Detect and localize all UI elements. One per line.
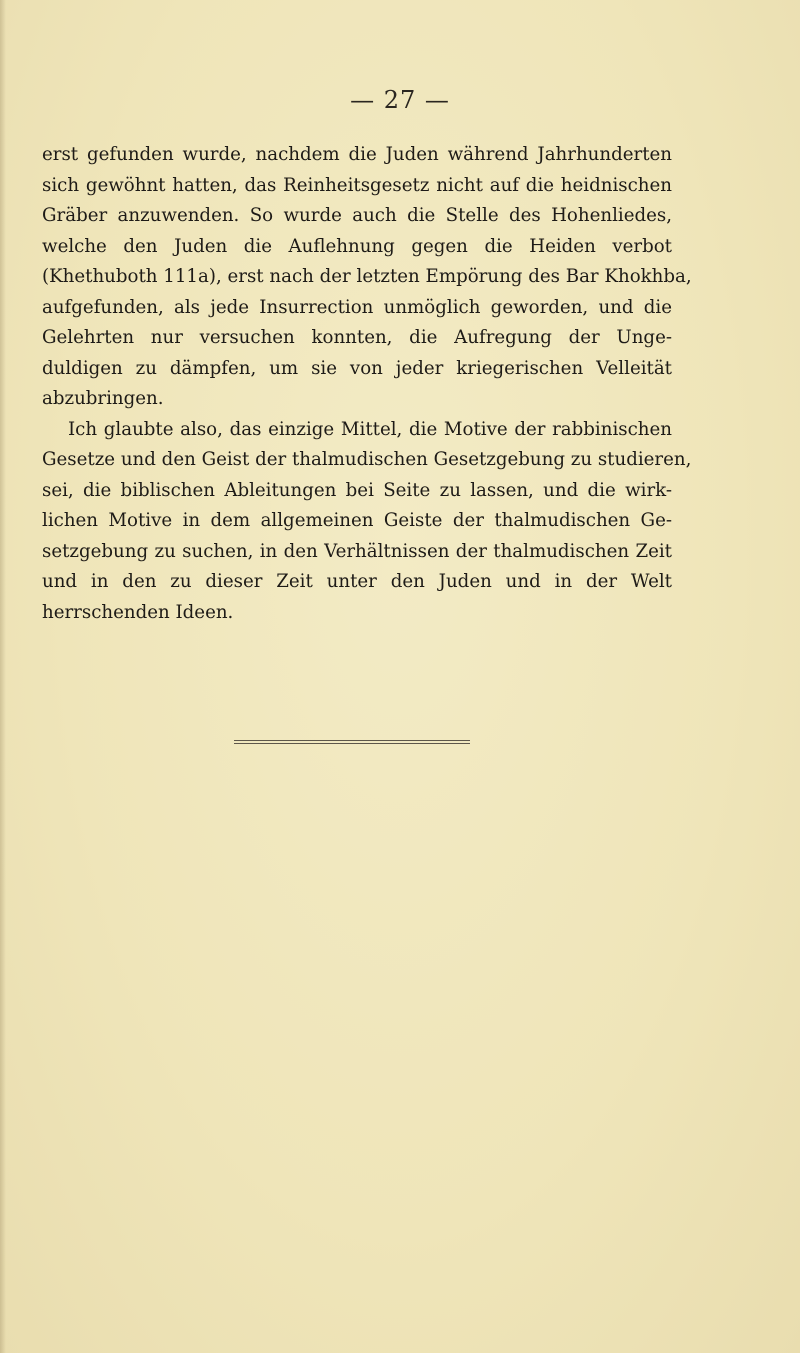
text-line: (Khethuboth 111a), erst nach der letzten Empörung des Bar Khokhba, xyxy=(42,266,692,287)
page-number: — 27 — xyxy=(350,86,450,114)
body-text xyxy=(42,140,692,628)
text-line: Ich glaubte also, das einzige Mittel, die Motive der rabbinischen xyxy=(68,418,672,440)
text-line: aufgefunden, als jede Insurrection unmöglich geworden, und die xyxy=(42,296,672,318)
text-line: sei, die biblischen Ableitungen bei Seite zu lassen, und die wirk- xyxy=(42,479,672,501)
text-line: setzgebung zu suchen, in den Verhältnissen der thalmudischen Zeit xyxy=(42,540,672,562)
text-line: abzubringen. xyxy=(42,388,164,409)
text-line: und in den zu dieser Zeit unter den Juden und in der Welt xyxy=(42,571,672,592)
text-line: welche den Juden die Auflehnung gegen die Heiden verbot xyxy=(42,235,672,257)
page-edge-shadow xyxy=(0,0,6,1353)
text-line: Gelehrten nur versuchen konnten, die Aufregung der Unge- xyxy=(42,327,672,348)
text-line: erst gefunden wurde, nachdem die Juden während Jahrhunderten xyxy=(42,144,672,165)
text-line: lichen Motive in dem allgemeinen Geiste der thalmudischen Ge- xyxy=(42,510,672,531)
text-line: Gesetze und den Geist der thalmudischen Gesetzgebung zu studieren, xyxy=(42,449,692,470)
text-line: Gräber anzuwenden. So wurde auch die Stelle des Hohenliedes, xyxy=(42,205,672,226)
text-line: duldigen zu dämpfen, um sie von jeder kriegerischen Velleität xyxy=(42,357,672,379)
section-end-rule xyxy=(234,740,470,744)
text-line: sich gewöhnt hatten, das Reinheitsgesetz nicht auf die heidnischen xyxy=(42,174,672,196)
text-line: herrschenden Ideen. xyxy=(42,601,234,623)
